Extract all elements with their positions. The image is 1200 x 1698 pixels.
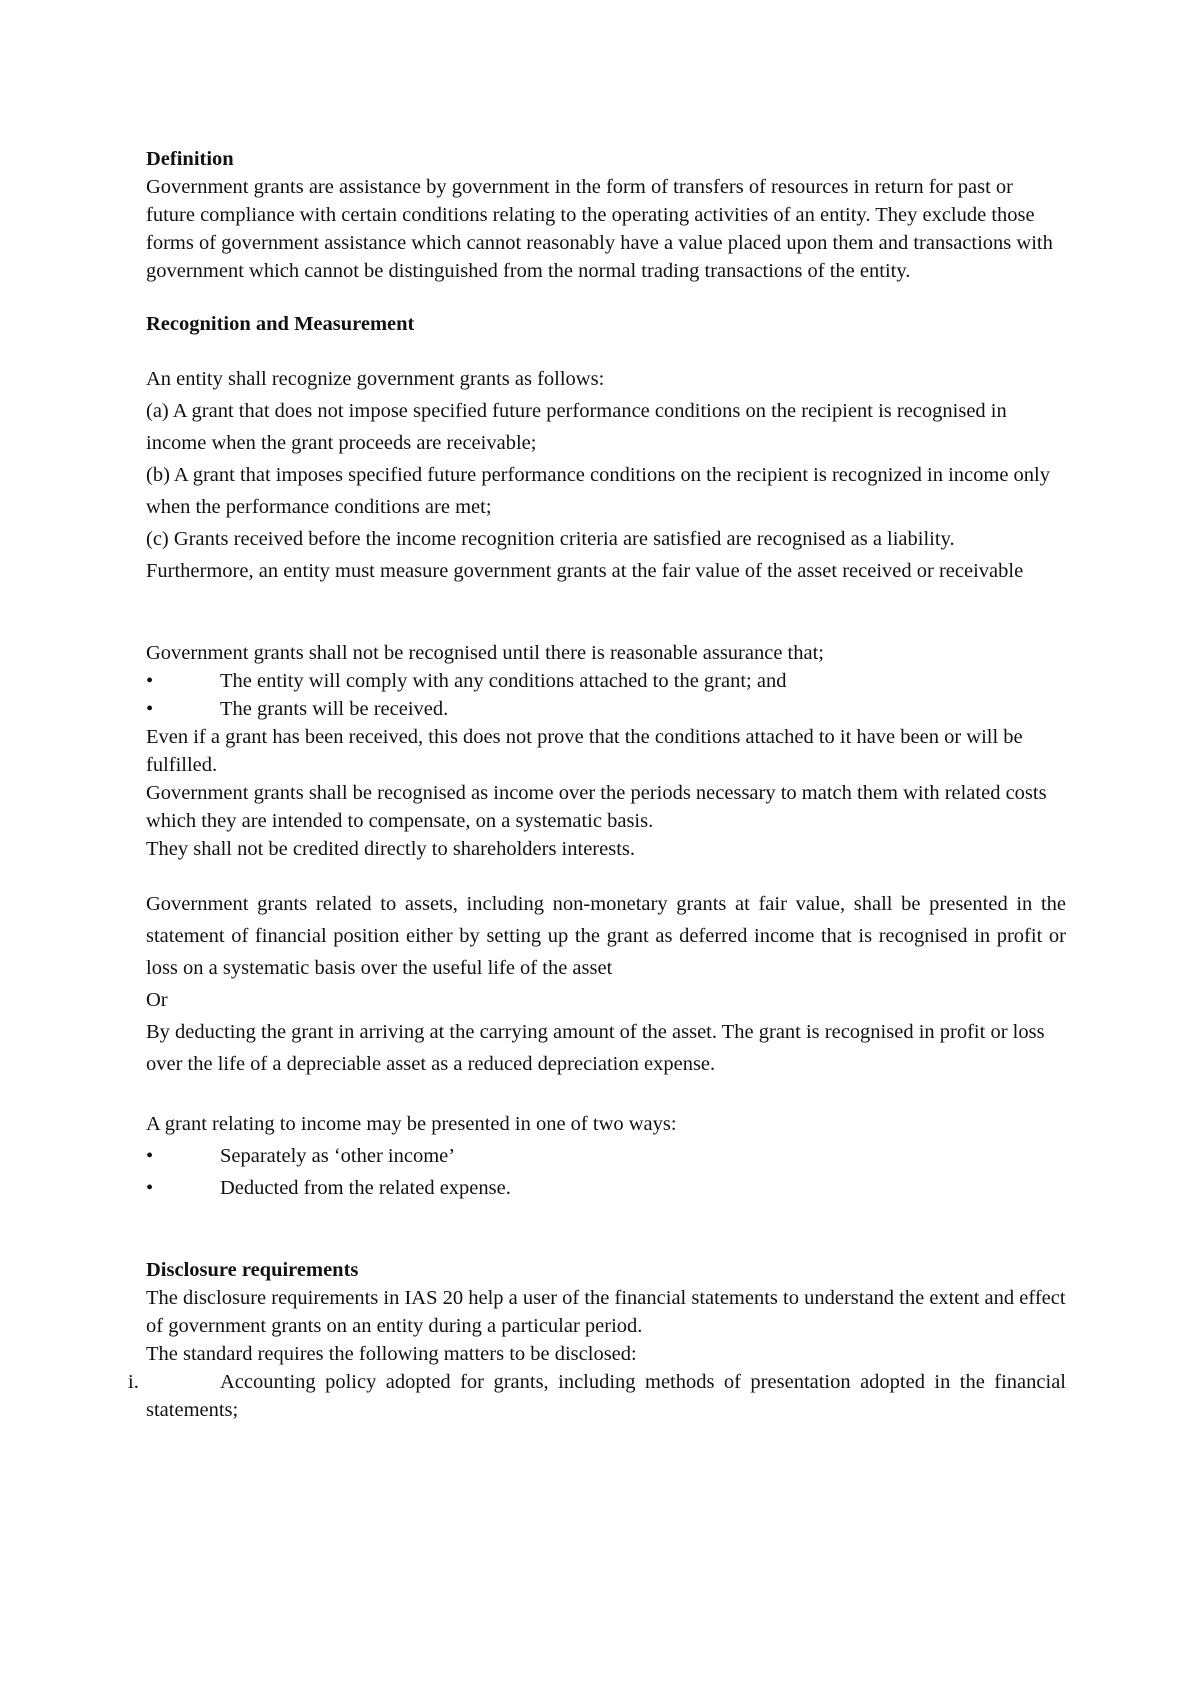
bullet-icon: • xyxy=(146,698,154,720)
list-item-text: Accounting policy adopted for grants, including methods of presentation adopted in the financial statements; xyxy=(146,1371,1066,1421)
list-item xyxy=(146,667,1066,695)
disclosure-section xyxy=(128,1256,1066,1424)
list-item-text: The grants will be received. xyxy=(220,698,449,720)
recognition-item-c: (c) Grants received before the income recognition criteria are satisfied are recognised as a liability. xyxy=(146,528,955,550)
assets-or: Or xyxy=(146,989,168,1011)
bullet-icon: • xyxy=(146,1145,154,1167)
assurance-intro: Government grants shall not be recognised until there is reasonable assurance that; xyxy=(146,642,824,664)
assurance-section xyxy=(146,639,1066,863)
assets-section xyxy=(146,888,1066,1080)
recognition-item-a: (a) A grant that does not impose specified future performance conditions on the recipient is recognised in income when the grant proceeds are receivable; xyxy=(146,400,1007,454)
disclosure-paragraph: The disclosure requirements in IAS 20 help a user of the financial statements to understand the extent and effect of government grants on an entity during a particular period. xyxy=(146,1287,1066,1337)
list-item xyxy=(146,1140,1066,1172)
recognition-heading: Recognition and Measurement xyxy=(146,313,415,335)
recognition-measure: Furthermore, an entity must measure government grants at the fair value of the asset received or receivable xyxy=(146,560,1024,582)
bullet-icon: • xyxy=(146,670,154,692)
recognition-intro: An entity shall recognize government grants as follows: xyxy=(146,368,605,390)
definition-heading: Definition xyxy=(146,148,234,170)
assets-paragraph: By deducting the grant in arriving at the carrying amount of the asset. The grant is recognised in profit or loss over the life of a depreciable asset as a reduced depreciation expense. xyxy=(146,1021,1045,1075)
assurance-paragraph: They shall not be credited directly to shareholders interests. xyxy=(146,838,635,860)
list-item xyxy=(146,695,1066,723)
list-marker: i. xyxy=(128,1371,139,1393)
list-item-text: Deducted from the related expense. xyxy=(220,1177,511,1199)
recognition-item-b: (b) A grant that imposes specified future performance conditions on the recipient is recognized in income only when the performance conditions are met; xyxy=(146,464,1051,518)
income-intro: A grant relating to income may be presented in one of two ways: xyxy=(146,1113,677,1135)
list-item xyxy=(146,1172,1066,1204)
definition-body: Government grants are assistance by government in the form of transfers of resources in return for past or future compliance with certain conditions relating to the operating activities of an entity. They exclude those forms of government assistance which cannot reasonably have a value placed upon them and transactions with government which cannot be distinguished from the normal trading transactions of the entity. xyxy=(146,176,1053,282)
bullet-icon: • xyxy=(146,1177,154,1199)
list-item-text: The entity will comply with any conditions attached to the grant; and xyxy=(220,670,787,692)
list-item-text: Separately as ‘other income’ xyxy=(220,1145,456,1167)
disclosure-heading: Disclosure requirements xyxy=(146,1259,359,1281)
assets-paragraph: Government grants related to assets, including non-monetary grants at fair value, shall be presented in the statement of financial position either by setting up the grant as deferred income that is recognised in profit or loss on a systematic basis over the useful life of the asset xyxy=(146,893,1066,979)
document-page xyxy=(128,145,1066,1424)
list-item xyxy=(128,1368,1066,1424)
assurance-paragraph: Even if a grant has been received, this does not prove that the conditions attached to it have been or will be fulfilled. xyxy=(146,726,1023,776)
assurance-paragraph: Government grants shall be recognised as income over the periods necessary to match them with related costs which they are intended to compensate, on a systematic basis. xyxy=(146,782,1047,832)
recognition-section xyxy=(146,363,1066,587)
disclosure-paragraph: The standard requires the following matters to be disclosed: xyxy=(146,1343,637,1365)
income-section xyxy=(146,1108,1066,1204)
